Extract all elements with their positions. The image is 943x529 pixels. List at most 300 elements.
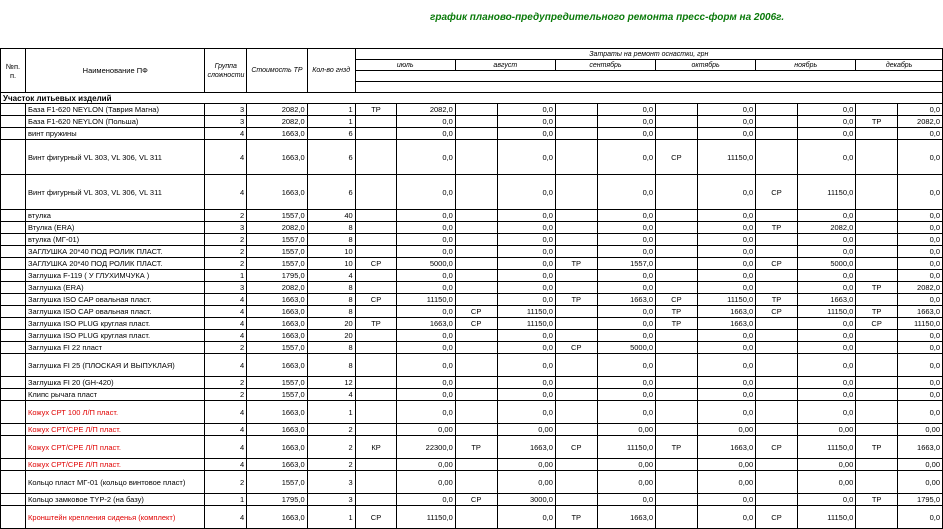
cell-qty[interactable]: 4 (307, 270, 355, 282)
cell-repair-type[interactable] (455, 128, 497, 140)
cell-num[interactable] (1, 175, 26, 210)
cell-repair-cost[interactable]: 0,0 (797, 116, 855, 128)
cell-repair-cost[interactable]: 0,0 (697, 342, 755, 354)
cell-repair-type[interactable] (555, 306, 597, 318)
cell-cost[interactable]: 2082,0 (247, 104, 308, 116)
cell-repair-cost[interactable]: 5000,0 (797, 258, 855, 270)
cell-repair-type[interactable] (856, 140, 898, 175)
cell-group[interactable]: 4 (205, 506, 247, 529)
cell-repair-cost[interactable]: 0,0 (697, 282, 755, 294)
cell-repair-cost[interactable]: 0,0 (797, 377, 855, 389)
cell-repair-cost[interactable]: 0,0 (497, 282, 555, 294)
cell-name[interactable]: Заглушка ISO CAP овальная пласт. (26, 294, 205, 306)
cell-repair-type[interactable] (756, 401, 798, 424)
cell-cost[interactable]: 1663,0 (247, 354, 308, 377)
cell-group[interactable]: 4 (205, 401, 247, 424)
cell-repair-cost[interactable]: 0,0 (397, 210, 455, 222)
cell-repair-type[interactable]: ТР (756, 294, 798, 306)
cell-name[interactable]: Кольцо пласт МГ-01 (кольцо винтовое пласт) (26, 471, 205, 494)
cell-repair-cost[interactable]: 0,0 (397, 494, 455, 506)
cell-repair-type[interactable]: ТР (355, 104, 397, 116)
cell-repair-cost[interactable]: 0,0 (597, 377, 655, 389)
cell-repair-type[interactable] (555, 282, 597, 294)
cell-repair-cost[interactable]: 0,0 (898, 506, 943, 529)
cell-repair-type[interactable] (455, 175, 497, 210)
cell-repair-cost[interactable]: 0,0 (597, 246, 655, 258)
cell-group[interactable]: 2 (205, 246, 247, 258)
cell-repair-type[interactable]: ТР (555, 506, 597, 529)
cell-repair-type[interactable] (555, 140, 597, 175)
cell-repair-cost[interactable]: 0,0 (497, 222, 555, 234)
cell-num[interactable] (1, 104, 26, 116)
cell-num[interactable] (1, 424, 26, 436)
cell-repair-cost[interactable]: 0,0 (397, 175, 455, 210)
cell-repair-type[interactable]: ТР (656, 306, 698, 318)
cell-repair-cost[interactable]: 0,0 (797, 270, 855, 282)
cell-repair-cost[interactable]: 3000,0 (497, 494, 555, 506)
cell-repair-type[interactable] (756, 377, 798, 389)
cell-qty[interactable]: 6 (307, 128, 355, 140)
cell-repair-cost[interactable]: 0,0 (597, 318, 655, 330)
cell-repair-cost[interactable]: 0,0 (397, 128, 455, 140)
cell-num[interactable] (1, 330, 26, 342)
cell-repair-type[interactable] (555, 104, 597, 116)
cell-group[interactable]: 2 (205, 342, 247, 354)
cell-repair-cost[interactable]: 0,0 (497, 294, 555, 306)
cell-repair-type[interactable] (856, 175, 898, 210)
cell-cost[interactable]: 1663,0 (247, 401, 308, 424)
cell-repair-type[interactable] (856, 424, 898, 436)
cell-repair-cost[interactable]: 0,0 (597, 401, 655, 424)
cell-num[interactable] (1, 282, 26, 294)
cell-repair-type[interactable] (756, 116, 798, 128)
cell-repair-type[interactable] (455, 294, 497, 306)
cell-name[interactable]: Винт фигурный VL 303, VL 306, VL 311 (26, 175, 205, 210)
cell-repair-type[interactable] (856, 330, 898, 342)
cell-group[interactable]: 2 (205, 389, 247, 401)
cell-repair-cost[interactable]: 1663,0 (397, 318, 455, 330)
cell-repair-type[interactable] (856, 342, 898, 354)
cell-name[interactable]: винт пружины (26, 128, 205, 140)
cell-repair-cost[interactable]: 0,0 (797, 401, 855, 424)
cell-group[interactable]: 4 (205, 306, 247, 318)
cell-repair-cost[interactable]: 0,0 (497, 377, 555, 389)
cell-group[interactable]: 2 (205, 471, 247, 494)
cell-repair-type[interactable] (555, 377, 597, 389)
cell-group[interactable]: 4 (205, 175, 247, 210)
cell-repair-type[interactable] (455, 210, 497, 222)
cell-name[interactable]: ЗАГЛУШКА 20*40 ПОД РОЛИК ПЛАСТ. (26, 246, 205, 258)
cell-repair-type[interactable] (355, 140, 397, 175)
cell-qty[interactable]: 8 (307, 294, 355, 306)
cell-name[interactable]: Заглушка ISO CAP овальная пласт. (26, 306, 205, 318)
cell-num[interactable] (1, 354, 26, 377)
cell-repair-cost[interactable]: 0,0 (397, 377, 455, 389)
cell-repair-cost[interactable]: 0,0 (497, 175, 555, 210)
cell-repair-cost[interactable]: 11150,0 (797, 175, 855, 210)
cell-repair-cost[interactable]: 0,00 (797, 471, 855, 494)
cell-repair-cost[interactable]: 0,0 (697, 401, 755, 424)
cell-group[interactable]: 4 (205, 128, 247, 140)
cell-repair-cost[interactable]: 0,0 (898, 342, 943, 354)
cell-repair-type[interactable] (455, 342, 497, 354)
cell-repair-cost[interactable]: 0,0 (697, 246, 755, 258)
cell-name[interactable]: Кольцо замковое TYP-2 (на базу) (26, 494, 205, 506)
cell-num[interactable] (1, 506, 26, 529)
cell-repair-type[interactable] (355, 210, 397, 222)
cell-repair-cost[interactable]: 5000,0 (597, 342, 655, 354)
cell-name[interactable]: База F1-620 NEYLON (Таврия Магна) (26, 104, 205, 116)
cell-repair-cost[interactable]: 0,00 (898, 471, 943, 494)
cell-repair-cost[interactable]: 0,0 (797, 342, 855, 354)
cell-repair-type[interactable] (856, 459, 898, 471)
cell-group[interactable]: 2 (205, 377, 247, 389)
cell-repair-cost[interactable]: 0,0 (497, 140, 555, 175)
cell-repair-type[interactable] (656, 401, 698, 424)
cell-name[interactable]: ЗАГЛУШКА 20*40 ПОД РОЛИК ПЛАСТ. (26, 258, 205, 270)
cell-num[interactable] (1, 210, 26, 222)
cell-repair-type[interactable] (656, 234, 698, 246)
cell-name[interactable]: Заглушка (ERA) (26, 282, 205, 294)
cell-repair-type[interactable]: СР (555, 342, 597, 354)
cell-repair-cost[interactable]: 0,0 (797, 234, 855, 246)
cell-repair-type[interactable]: СР (355, 258, 397, 270)
cell-group[interactable]: 3 (205, 282, 247, 294)
cell-repair-cost[interactable]: 0,0 (697, 234, 755, 246)
cell-repair-cost[interactable]: 11150,0 (397, 294, 455, 306)
cell-repair-cost[interactable]: 0,0 (697, 104, 755, 116)
cell-repair-type[interactable] (656, 104, 698, 116)
cell-repair-cost[interactable]: 2082,0 (898, 282, 943, 294)
cell-repair-type[interactable]: СР (355, 294, 397, 306)
cell-repair-type[interactable] (355, 494, 397, 506)
cell-repair-type[interactable] (455, 104, 497, 116)
cell-repair-cost[interactable]: 0,0 (397, 401, 455, 424)
cell-num[interactable] (1, 471, 26, 494)
cell-cost[interactable]: 1663,0 (247, 175, 308, 210)
cell-repair-type[interactable] (455, 401, 497, 424)
cell-repair-cost[interactable]: 0,0 (898, 104, 943, 116)
cell-repair-cost[interactable]: 0,00 (697, 471, 755, 494)
cell-repair-type[interactable]: ТР (856, 494, 898, 506)
cell-repair-type[interactable] (555, 246, 597, 258)
cell-repair-cost[interactable]: 0,0 (597, 116, 655, 128)
cell-repair-cost[interactable]: 0,0 (497, 234, 555, 246)
cell-name[interactable]: Кожух СРТ/СРЕ Л/П пласт. (26, 459, 205, 471)
cell-repair-type[interactable] (455, 506, 497, 529)
cell-repair-type[interactable] (756, 494, 798, 506)
cell-repair-cost[interactable]: 0,0 (898, 294, 943, 306)
cell-repair-type[interactable] (355, 116, 397, 128)
cell-group[interactable]: 2 (205, 210, 247, 222)
cell-repair-cost[interactable]: 11150,0 (497, 306, 555, 318)
cell-group[interactable]: 4 (205, 459, 247, 471)
cell-repair-cost[interactable]: 0,0 (797, 104, 855, 116)
cell-repair-type[interactable] (355, 354, 397, 377)
cell-repair-type[interactable] (756, 104, 798, 116)
cell-repair-type[interactable] (856, 128, 898, 140)
cell-repair-type[interactable] (455, 246, 497, 258)
cell-repair-type[interactable] (355, 175, 397, 210)
cell-repair-cost[interactable]: 2082,0 (397, 104, 455, 116)
cell-repair-cost[interactable]: 1663,0 (597, 294, 655, 306)
cell-repair-type[interactable]: ТР (856, 436, 898, 459)
cell-repair-type[interactable] (756, 318, 798, 330)
cell-repair-type[interactable] (656, 342, 698, 354)
cell-repair-cost[interactable]: 0,0 (397, 270, 455, 282)
cell-qty[interactable]: 8 (307, 342, 355, 354)
cell-repair-type[interactable] (455, 234, 497, 246)
cell-repair-cost[interactable]: 1663,0 (898, 436, 943, 459)
cell-repair-cost[interactable]: 0,0 (597, 210, 655, 222)
cell-repair-type[interactable] (656, 506, 698, 529)
cell-repair-type[interactable]: ТР (656, 436, 698, 459)
cell-repair-cost[interactable]: 0,0 (597, 282, 655, 294)
cell-repair-type[interactable] (355, 128, 397, 140)
cell-repair-cost[interactable]: 0,00 (497, 424, 555, 436)
cell-repair-cost[interactable]: 0,0 (797, 246, 855, 258)
cell-repair-cost[interactable]: 0,0 (697, 494, 755, 506)
cell-repair-cost[interactable]: 0,0 (898, 222, 943, 234)
cell-repair-cost[interactable]: 0,00 (898, 459, 943, 471)
cell-repair-cost[interactable]: 0,0 (497, 116, 555, 128)
cell-repair-type[interactable] (355, 389, 397, 401)
cell-repair-type[interactable]: ТР (355, 318, 397, 330)
cell-repair-type[interactable] (555, 330, 597, 342)
cell-repair-type[interactable]: СР (656, 294, 698, 306)
cell-repair-cost[interactable]: 0,0 (797, 282, 855, 294)
cell-repair-type[interactable] (856, 401, 898, 424)
cell-repair-type[interactable] (856, 258, 898, 270)
cell-repair-cost[interactable]: 0,0 (898, 354, 943, 377)
cell-repair-type[interactable] (555, 318, 597, 330)
cell-group[interactable]: 1 (205, 270, 247, 282)
cell-repair-cost[interactable]: 0,0 (898, 140, 943, 175)
cell-repair-type[interactable] (555, 210, 597, 222)
cell-repair-cost[interactable]: 0,0 (597, 389, 655, 401)
cell-repair-cost[interactable]: 0,0 (597, 494, 655, 506)
cell-repair-type[interactable] (355, 270, 397, 282)
cell-repair-cost[interactable]: 0,0 (898, 246, 943, 258)
cell-group[interactable]: 4 (205, 424, 247, 436)
cell-repair-type[interactable] (455, 282, 497, 294)
cell-name[interactable]: втулка (МГ-01) (26, 234, 205, 246)
cell-repair-type[interactable] (355, 377, 397, 389)
cell-repair-type[interactable]: ТР (856, 116, 898, 128)
cell-repair-cost[interactable]: 0,0 (697, 389, 755, 401)
cell-repair-type[interactable] (555, 471, 597, 494)
cell-repair-type[interactable]: ТР (756, 222, 798, 234)
cell-cost[interactable]: 1663,0 (247, 506, 308, 529)
cell-group[interactable]: 3 (205, 104, 247, 116)
cell-repair-cost[interactable]: 22300,0 (397, 436, 455, 459)
cell-repair-type[interactable] (455, 377, 497, 389)
cell-cost[interactable]: 1557,0 (247, 246, 308, 258)
cell-repair-type[interactable] (455, 471, 497, 494)
cell-repair-cost[interactable]: 0,0 (497, 330, 555, 342)
cell-qty[interactable]: 8 (307, 306, 355, 318)
cell-repair-cost[interactable]: 0,0 (797, 354, 855, 377)
cell-repair-cost[interactable]: 0,00 (397, 459, 455, 471)
cell-qty[interactable]: 2 (307, 436, 355, 459)
cell-qty[interactable]: 4 (307, 389, 355, 401)
cell-repair-cost[interactable]: 0,00 (497, 459, 555, 471)
cell-repair-type[interactable] (455, 258, 497, 270)
cell-repair-cost[interactable]: 1795,0 (898, 494, 943, 506)
cell-repair-type[interactable] (856, 294, 898, 306)
cell-repair-cost[interactable]: 11150,0 (898, 318, 943, 330)
cell-repair-cost[interactable]: 0,0 (898, 389, 943, 401)
cell-name[interactable]: Заглушка FI 20 (GH-420) (26, 377, 205, 389)
cell-repair-type[interactable]: СР (756, 306, 798, 318)
cell-repair-cost[interactable]: 0,00 (497, 471, 555, 494)
cell-repair-type[interactable] (555, 494, 597, 506)
cell-repair-cost[interactable]: 0,0 (697, 330, 755, 342)
cell-repair-type[interactable] (355, 459, 397, 471)
cell-repair-type[interactable] (355, 342, 397, 354)
cell-repair-cost[interactable]: 11150,0 (697, 140, 755, 175)
cell-qty[interactable]: 20 (307, 330, 355, 342)
cell-repair-cost[interactable]: 0,0 (397, 116, 455, 128)
cell-num[interactable] (1, 342, 26, 354)
cell-repair-cost[interactable]: 1663,0 (597, 506, 655, 529)
cell-qty[interactable]: 8 (307, 234, 355, 246)
cell-repair-type[interactable] (756, 342, 798, 354)
cell-cost[interactable]: 1557,0 (247, 377, 308, 389)
cell-group[interactable]: 4 (205, 294, 247, 306)
cell-qty[interactable]: 8 (307, 222, 355, 234)
cell-repair-cost[interactable]: 11150,0 (797, 306, 855, 318)
cell-repair-type[interactable] (756, 282, 798, 294)
cell-repair-cost[interactable]: 0,0 (697, 210, 755, 222)
cell-repair-cost[interactable]: 2082,0 (797, 222, 855, 234)
cell-repair-cost[interactable]: 0,0 (898, 175, 943, 210)
cell-repair-type[interactable] (555, 354, 597, 377)
cell-cost[interactable]: 1663,0 (247, 424, 308, 436)
cell-cost[interactable]: 1663,0 (247, 128, 308, 140)
cell-group[interactable]: 4 (205, 330, 247, 342)
cell-repair-cost[interactable]: 0,00 (797, 424, 855, 436)
cell-repair-cost[interactable]: 11150,0 (697, 294, 755, 306)
cell-qty[interactable]: 8 (307, 282, 355, 294)
cell-name[interactable]: Винт фигурный VL 303, VL 306, VL 311 (26, 140, 205, 175)
cell-repair-type[interactable] (856, 377, 898, 389)
cell-qty[interactable]: 10 (307, 258, 355, 270)
cell-repair-cost[interactable]: 0,0 (898, 210, 943, 222)
cell-repair-cost[interactable]: 0,0 (497, 506, 555, 529)
cell-cost[interactable]: 1795,0 (247, 494, 308, 506)
cell-repair-cost[interactable]: 0,0 (898, 330, 943, 342)
cell-repair-cost[interactable]: 0,0 (597, 270, 655, 282)
cell-repair-type[interactable]: СР (455, 318, 497, 330)
cell-repair-type[interactable] (555, 234, 597, 246)
cell-repair-cost[interactable]: 0,0 (497, 354, 555, 377)
cell-repair-type[interactable]: ТР (856, 306, 898, 318)
cell-repair-type[interactable] (555, 222, 597, 234)
cell-repair-cost[interactable]: 0,0 (497, 401, 555, 424)
cell-num[interactable] (1, 401, 26, 424)
cell-num[interactable] (1, 258, 26, 270)
cell-repair-type[interactable] (656, 424, 698, 436)
cell-repair-type[interactable] (455, 459, 497, 471)
cell-repair-cost[interactable]: 0,0 (797, 318, 855, 330)
cell-repair-cost[interactable]: 1663,0 (898, 306, 943, 318)
cell-repair-type[interactable]: ТР (555, 258, 597, 270)
cell-repair-cost[interactable]: 0,0 (597, 306, 655, 318)
cell-num[interactable] (1, 234, 26, 246)
cell-repair-cost[interactable]: 0,0 (397, 282, 455, 294)
cell-repair-cost[interactable]: 0,0 (898, 401, 943, 424)
cell-repair-cost[interactable]: 1663,0 (697, 318, 755, 330)
cell-repair-type[interactable] (656, 270, 698, 282)
cell-repair-type[interactable]: СР (856, 318, 898, 330)
cell-repair-cost[interactable]: 11150,0 (797, 436, 855, 459)
cell-num[interactable] (1, 222, 26, 234)
cell-num[interactable] (1, 306, 26, 318)
cell-num[interactable] (1, 128, 26, 140)
cell-repair-cost[interactable]: 0,0 (397, 234, 455, 246)
cell-repair-cost[interactable]: 0,0 (597, 354, 655, 377)
cell-repair-cost[interactable]: 0,00 (597, 424, 655, 436)
cell-repair-cost[interactable]: 1663,0 (497, 436, 555, 459)
cell-repair-type[interactable] (856, 471, 898, 494)
cell-repair-type[interactable] (756, 471, 798, 494)
cell-name[interactable]: Кожух СРТ/СРЕ Л/П пласт. (26, 436, 205, 459)
cell-repair-type[interactable] (656, 116, 698, 128)
cell-repair-cost[interactable]: 0,0 (697, 116, 755, 128)
cell-repair-cost[interactable]: 0,0 (797, 494, 855, 506)
cell-qty[interactable]: 6 (307, 140, 355, 175)
cell-repair-cost[interactable]: 0,0 (597, 128, 655, 140)
cell-cost[interactable]: 1557,0 (247, 258, 308, 270)
cell-repair-cost[interactable]: 0,0 (797, 210, 855, 222)
cell-cost[interactable]: 2082,0 (247, 222, 308, 234)
cell-cost[interactable]: 1557,0 (247, 234, 308, 246)
cell-num[interactable] (1, 140, 26, 175)
cell-qty[interactable]: 10 (307, 246, 355, 258)
cell-name[interactable]: Клипс рычага пласт (26, 389, 205, 401)
cell-repair-type[interactable] (656, 222, 698, 234)
cell-num[interactable] (1, 318, 26, 330)
cell-repair-type[interactable] (756, 270, 798, 282)
cell-repair-cost[interactable]: 0,0 (597, 234, 655, 246)
cell-repair-type[interactable] (856, 506, 898, 529)
cell-qty[interactable]: 8 (307, 354, 355, 377)
cell-repair-cost[interactable]: 2082,0 (898, 116, 943, 128)
cell-cost[interactable]: 1663,0 (247, 140, 308, 175)
cell-repair-cost[interactable]: 0,0 (898, 377, 943, 389)
cell-repair-type[interactable] (555, 270, 597, 282)
cell-group[interactable]: 3 (205, 222, 247, 234)
cell-repair-type[interactable] (355, 222, 397, 234)
cell-repair-type[interactable] (455, 270, 497, 282)
cell-repair-type[interactable] (455, 354, 497, 377)
cell-repair-type[interactable] (856, 354, 898, 377)
cell-cost[interactable]: 2082,0 (247, 116, 308, 128)
cell-repair-cost[interactable]: 0,0 (397, 342, 455, 354)
cell-repair-cost[interactable]: 5000,0 (397, 258, 455, 270)
cell-name[interactable]: Заглушка F-119 ( У ГЛУХИМЧУКА ) (26, 270, 205, 282)
cell-num[interactable] (1, 494, 26, 506)
cell-qty[interactable]: 3 (307, 494, 355, 506)
cell-repair-type[interactable] (656, 128, 698, 140)
cell-repair-cost[interactable]: 0,0 (397, 354, 455, 377)
cell-repair-cost[interactable]: 0,0 (397, 389, 455, 401)
cell-repair-type[interactable] (355, 234, 397, 246)
cell-cost[interactable]: 1663,0 (247, 330, 308, 342)
cell-group[interactable]: 4 (205, 436, 247, 459)
cell-repair-cost[interactable]: 11150,0 (397, 506, 455, 529)
